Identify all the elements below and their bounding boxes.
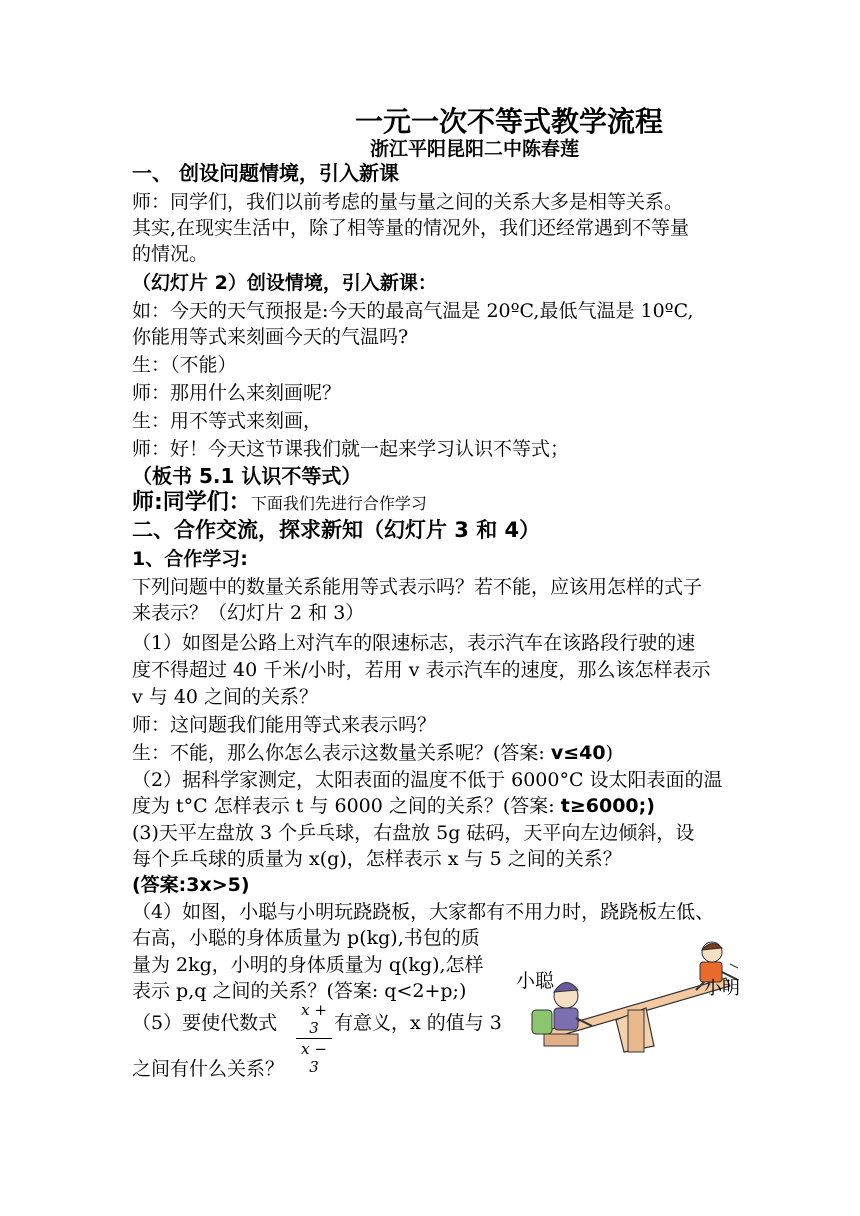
paragraph-line: 其实,在现实生活中，除了相等量的情况外，我们还经常遇到不等量: [132, 217, 690, 239]
paragraph-line: 来表示？（幻灯片 2 和 3）: [132, 602, 365, 624]
question-5-prefix: （5）要使代数式: [132, 1012, 278, 1034]
fraction-denominator: x − 3: [301, 1040, 327, 1076]
question-3-line: (3)天平左盘放 3 个乒乓球，右盘放 5g 砝码，天平向左边倾斜，设: [132, 822, 695, 844]
teacher-question: 师：那用什么来刻画呢？: [132, 382, 342, 404]
fraction-expression: [296, 1001, 332, 1076]
teacher-line: 师：好！今天这节课我们就一起来学习认识不等式；: [132, 438, 570, 460]
question-2-line: （2）据科学家测定，太阳表面的温度不低于 6000°C 设太阳表面的温: [132, 769, 723, 791]
question-2-line: [132, 793, 655, 819]
teacher-intro: [132, 490, 427, 517]
question-4-line: 右高，小聪的身体质量为 p(kg),书包的质: [132, 927, 480, 949]
document-title: 一元一次不等式教学流程: [355, 105, 664, 138]
student-answer: 生：不能，那么你怎么表示这数量关系呢？(答案: v≤40): [132, 742, 614, 764]
section-1-heading: 一、 创设问题情境，引入新课: [132, 161, 399, 185]
question-1-line: v 与 40 之间的关系？: [132, 686, 319, 708]
answer-value: (答案:3x>5): [132, 874, 250, 896]
board-note: （板书 5.1 认识不等式）: [132, 464, 362, 488]
author-line: 浙江平阳昆阳二中陈春莲: [370, 138, 580, 160]
question-5-suffix: 有意义，x 的值与 3: [334, 1012, 502, 1034]
teacher-question: 师：这问题我们能用等式来表示吗？: [132, 714, 437, 736]
fraction-numerator: x + 3: [301, 1001, 327, 1037]
question-4-line: 表示 p,q 之间的关系？(答案: q<2+p;): [132, 980, 467, 1002]
question-3-line: 每个乒乓球的质量为 x(g)，怎样表示 x 与 5 之间的关系？: [132, 848, 622, 870]
label-xiaoming: 小明: [704, 978, 740, 999]
fraction-bar: [296, 1038, 332, 1039]
answer-value: t≥6000;): [560, 795, 655, 817]
section-2-heading: 二、合作交流，探求新知（幻灯片 3 和 4）: [132, 518, 541, 542]
question-1-line: （1）如图是公路上对汽车的限速标志，表示汽车在该路段行驶的速: [132, 632, 696, 654]
student-answer: 生：用不等式来刻画，: [132, 410, 323, 432]
paragraph-line: 下列问题中的数量关系能用等式表示吗？若不能，应该用怎样的式子: [132, 576, 703, 598]
question-1-line: 度不得超过 40 千米/小时，若用 v 表示汽车的速度，那么该怎样表示: [132, 659, 711, 681]
seesaw-illustration: [516, 938, 746, 1058]
answer-value: v≤40: [550, 742, 606, 764]
student-answer: 生：（不能）: [132, 354, 237, 376]
question-4-line: 量为 2kg，小明的身体质量为 q(kg),怎样: [132, 954, 484, 976]
paragraph-line: 如：今天的天气预报是:今天的最高气温是 20ºC,最低气温是 10ºC,: [132, 300, 694, 322]
teacher-intro-text: 下面我们先进行合作学习: [250, 494, 427, 513]
question-4-line: （4）如图，小聪与小明玩跷跷板，大家都有不用力时，跷跷板左低、: [132, 901, 715, 923]
paragraph-line: 你能用等式来刻画今天的气温吗?: [132, 326, 409, 348]
slide-2-note: （幻灯片 2）创设情境，引入新课：: [132, 272, 437, 294]
coop-heading: 1、合作学习:: [132, 548, 248, 570]
question-2-text: 度为 t°C 怎样表示 t 与 6000 之间的关系？(答案:: [132, 795, 561, 817]
teacher-label: 师:同学们：: [132, 490, 251, 515]
question-5-line: 之间有什么关系？: [132, 1058, 285, 1080]
paragraph-line: 的情况。: [132, 243, 209, 265]
label-xiaocong: 小聪: [516, 970, 555, 992]
paragraph-line: 师：同学们，我们以前考虑的量与量之间的关系大多是相等关系。: [132, 191, 684, 213]
answer-text: 生：不能，那么你怎么表示这数量关系呢？(答案:: [132, 742, 551, 764]
